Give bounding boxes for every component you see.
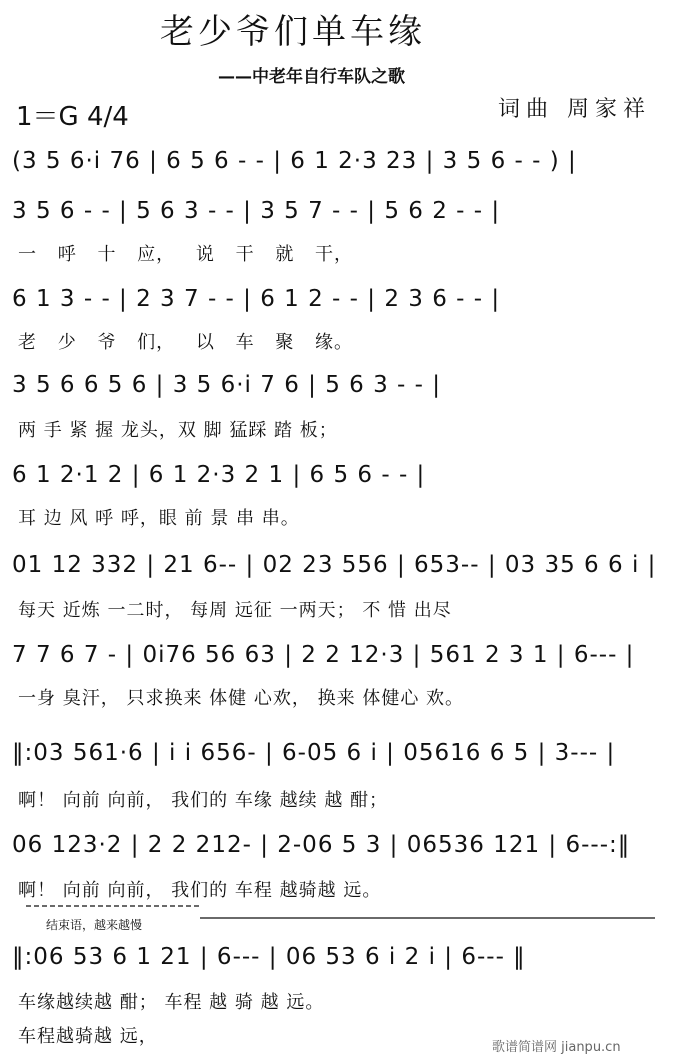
song-subtitle: ——中老年自行车队之歌 xyxy=(218,67,405,87)
lyrics-row-3: 老 少 爷 们， 以 车 聚 缘。 xyxy=(18,332,354,353)
lyrics-row-11: 车程越骑越 远， xyxy=(18,1026,158,1047)
lyrics-row-2: 一 呼 十 应， 说 干 就 干， xyxy=(18,244,354,265)
notation-row-2: 3 5 6 - - | 5 6 3 - - | 3 5 7 - - | 5 6 2 - - | xyxy=(12,198,501,224)
notation-row-8: ‖:03 561·6 | i i 656- | 6-05 6 i | 05616 6 5 | 3--- | xyxy=(12,740,616,766)
lyrics-row-7: 一身 臭汗， 只求换来 体健 心欢， 换来 体健心 欢。 xyxy=(18,688,465,709)
notation-row-9: 06 123·2 | 2 2 212- | 2-06 5 3 | 06536 121 | 6---:‖ xyxy=(12,832,631,858)
composer-credit: 词曲 周家祥 xyxy=(498,97,651,122)
lyrics-row-4: 两 手 紧 握 龙头，双 脚 猛踩 踏 板； xyxy=(18,420,338,441)
ending-instruction: 结束语，越来越慢 xyxy=(46,918,143,932)
notation-row-10: ‖:06 53 6 1 21 | 6--- | 06 53 6 i 2 i | 6--- ‖ xyxy=(12,944,526,970)
lyrics-row-9: 啊！ 向前 向前， 我们的 车程 越骑越 远。 xyxy=(18,880,382,901)
notation-row-7: 7 7 6 7 - | 0i76 56 63 | 2 2 12·3 | 561 2 3 1 | 6--- | xyxy=(12,642,635,668)
lyrics-row-10: 车缘越续越 酣； 车程 越 骑 越 远。 xyxy=(18,992,325,1013)
lyrics-row-5: 耳 边 风 呼 呼，眼 前 景 串 串。 xyxy=(18,508,300,529)
lyrics-row-8: 啊！ 向前 向前， 我们的 车缘 越续 越 酣； xyxy=(18,790,389,811)
key-signature: 1＝G 4/4 xyxy=(16,102,129,132)
notation-row-6: 01 12 332 | 21 6-- | 02 23 556 | 653-- | 03 35 6 6 i | xyxy=(12,552,657,578)
notation-row-1: (3 5 6·i 76 | 6 5 6 - - | 6 1 2·3 23 | 3 5 6 - - ) | xyxy=(12,148,577,174)
notation-row-3: 6 1 3 - - | 2 3 7 - - | 6 1 2 - - | 2 3 6 - - | xyxy=(12,286,501,312)
site-watermark: 歌谱简谱网 jianpu.cn xyxy=(492,1040,621,1055)
notation-row-4: 3 5 6 6 5 6 | 3 5 6·i 7 6 | 5 6 3 - - | xyxy=(12,372,442,398)
lyrics-row-6: 每天 近炼 一二时， 每周 远征 一两天； 不 惜 出尽 xyxy=(18,600,452,621)
song-title: 老少爷们单车缘 xyxy=(160,12,426,52)
notation-row-5: 6 1 2·1 2 | 6 1 2·3 2 1 | 6 5 6 - - | xyxy=(12,462,426,488)
